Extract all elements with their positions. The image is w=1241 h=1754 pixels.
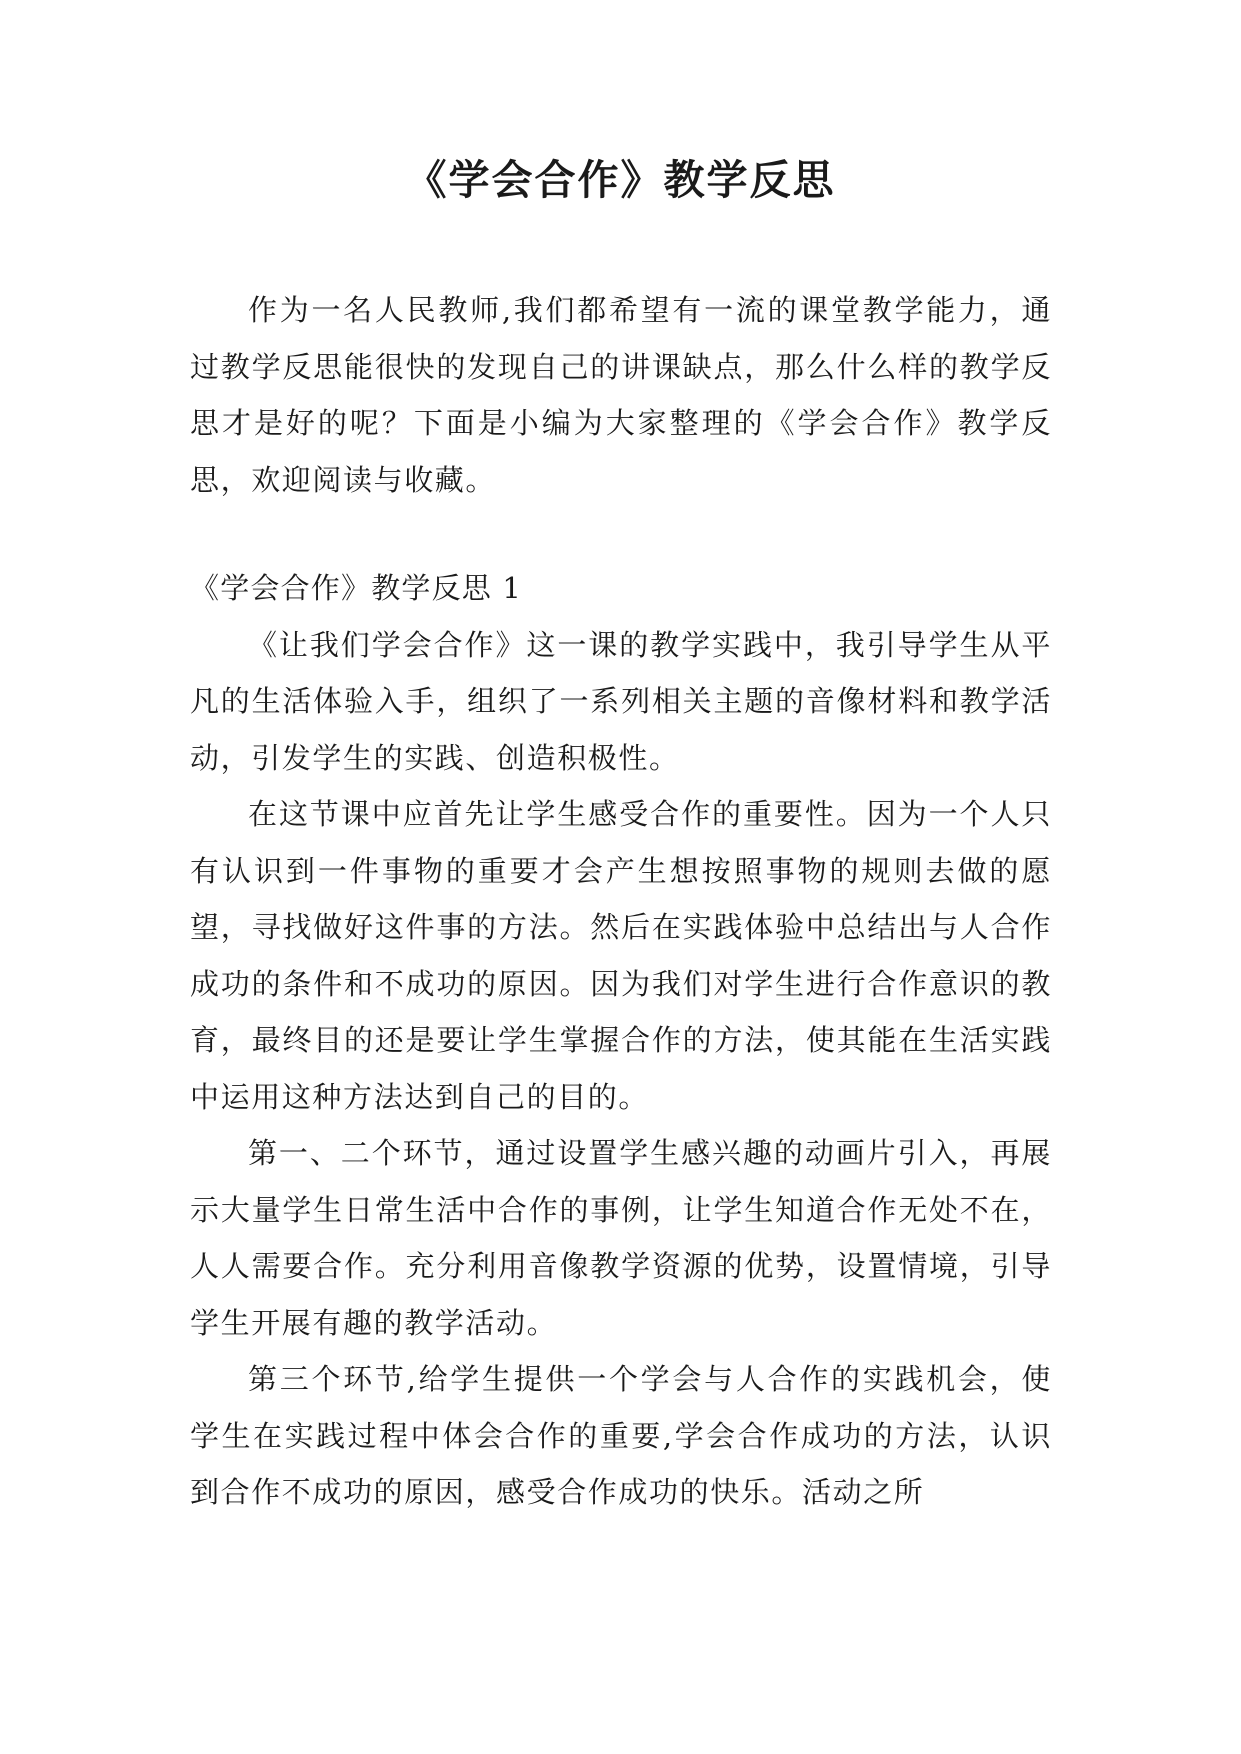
body-paragraph-4: 第三个环节,给学生提供一个学会与人合作的实践机会，使学生在实践过程中体会合作的重要,学会合作成功的方法，认识到合作不成功的原因，感受合作成功的快乐。活动之所 bbox=[190, 1362, 1052, 1509]
body-paragraph-1: 《让我们学会合作》这一课的教学实践中，我引导学生从平凡的生活体验入手，组织了一系列相关主题的音像材料和教学活动，引发学生的实践、创造积极性。 bbox=[190, 627, 1052, 775]
section-heading: 《学会合作》教学反思 1 bbox=[190, 571, 523, 605]
body-paragraph-2: 在这节课中应首先让学生感受合作的重要性。因为一个人只有认识到一件事物的重要才会产生想按照事物的规则去做的愿望，寻找做好这件事的方法。然后在实践体验中总结出与人合作成功的条件和不成功的原因。因为我们对学生进行合作意识的教育，最终目的还是要让学生掌握合作的方法，使其能在生活实践中运用这种方法达到自己的目的。 bbox=[190, 797, 1052, 1114]
intro-paragraph: 作为一名人民教师,我们都希望有一流的课堂教学能力，通过教学反思能很快的发现自己的讲课缺点，那么什么样的教学反思才是好的呢？下面是小编为大家整理的《学会合作》教学反思，欢迎阅读与收藏。 bbox=[190, 293, 1052, 497]
document-title: 《学会合作》教学反思 bbox=[405, 156, 836, 204]
body-paragraph-3: 第一、二个环节，通过设置学生感兴趣的动画片引入，再展示大量学生日常生活中合作的事例，让学生知道合作无处不在，人人需要合作。充分利用音像教学资源的优势，设置情境，引导学生开展有趣的教学活动。 bbox=[190, 1136, 1052, 1340]
document-body bbox=[190, 282, 1052, 1521]
